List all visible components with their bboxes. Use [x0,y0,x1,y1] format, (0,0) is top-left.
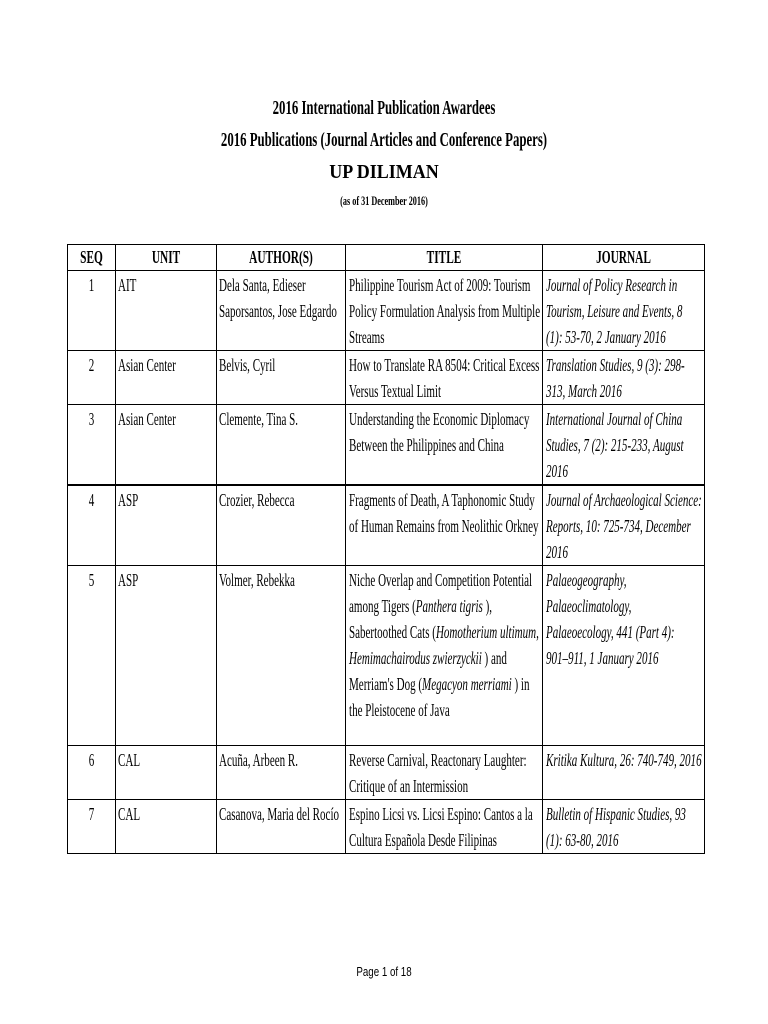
title-line [349,645,507,671]
seq-number: 1 [88,275,95,295]
title-line: Understanding the Economic Diplomacy [349,409,530,429]
journal-line: Tourism, Leisure and Events, 8 [546,301,683,321]
unit-name: ASP [118,570,139,590]
authors-cell [217,566,346,746]
column-header-label: TITLE [426,247,462,267]
unit-name: ASP [118,490,139,510]
authors-cell [217,800,346,854]
journal-line: Journal of Policy Research in [546,275,678,295]
author-name: Clemente, Tina S. [219,409,299,429]
title-line: Streams [349,327,385,347]
seq-cell [68,486,116,566]
table-row [68,566,705,746]
table-row [68,486,705,566]
title-line [349,619,539,645]
text-segment: Sabertoothed Cats ( [349,622,436,642]
unit-name: Asian Center [118,355,176,375]
author-name: Saporsantos, Jose Edgardo [219,301,337,321]
table-row [68,746,705,800]
unit-name: AIT [118,275,137,295]
authors-cell [217,271,346,351]
journal-line: Translation Studies, 9 (3): 298- [546,355,685,375]
column-header-label: AUTHOR(S) [249,247,313,267]
journal-cell [543,746,705,800]
authors-cell [217,486,346,566]
unit-cell [116,271,217,351]
text-segment: ) and [481,648,507,668]
journal-line: Palaeogeography, [546,570,627,590]
title-line: How to Translate RA 8504: Critical Excess [349,355,540,375]
title-line: Versus Textual Limit [349,381,442,401]
publications-table [67,244,705,854]
column-header-label: JOURNAL [596,247,651,267]
authors-cell [217,746,346,800]
unit-cell [116,566,217,746]
author-name: Belvis, Cyril [219,355,276,375]
journal-cell [543,486,705,566]
author-name: Acuña, Arbeen R. [219,750,298,770]
unit-name: Asian Center [118,409,176,429]
title-cell [346,566,543,746]
journal-line: 901–911, 1 January 2016 [546,648,659,668]
author-name: Crozier, Rebecca [219,490,295,510]
title-line: the Pleistocene of Java [349,700,450,720]
journal-cell [543,566,705,746]
journal-cell [543,271,705,351]
seq-number: 6 [88,750,95,770]
journal-line: (1): 63-80, 2016 [546,830,619,850]
unit-cell [116,405,217,486]
unit-cell [116,746,217,800]
seq-number: 4 [88,490,95,510]
text-segment: among Tigers ( [349,596,416,616]
italic-text: Megacyon merriami [422,674,512,694]
journal-line: Journal of Archaeological Science: [546,490,702,510]
title-line: Niche Overlap and Competition Potential [349,570,533,590]
column-header-unit [116,245,217,271]
seq-cell [68,800,116,854]
table-body [68,271,705,854]
title-line [349,671,530,697]
seq-number: 5 [88,570,95,590]
journal-line: Reports, 10: 725-734, December [546,516,691,536]
journal-cell [543,800,705,854]
page-number: Page 1 of 18 [356,964,412,979]
unit-name: CAL [118,750,141,770]
table-header-row [68,245,705,271]
column-header-journal [543,245,705,271]
authors-cell [217,405,346,486]
unit-cell [116,351,217,405]
seq-cell [68,351,116,405]
title-line: of Human Remains from Neolithic Orkney [349,516,539,536]
author-name: Casanova, Maria del Rocío [219,804,340,824]
seq-cell [68,405,116,486]
report-subtitle: 2016 Publications (Journal Articles and Conference Papers) [220,129,548,151]
table-row [68,351,705,405]
title-line: Reverse Carnival, Reactonary Laughter: [349,750,527,770]
italic-text: Hemimachairodus zwierzyckii [349,648,482,668]
title-line: Espino Licsi vs. Licsi Espino: Cantos a la [349,804,533,824]
column-header-label: SEQ [80,247,103,267]
journal-cell [543,351,705,405]
title-line: Fragments of Death, A Taphonomic Study [349,490,535,510]
italic-text: Homotherium ultimum, [435,622,539,642]
journal-line: Kritika Kultura, 26: 740-749, 2016 [546,750,702,770]
title-line [349,593,493,619]
journal-line: 313, March 2016 [546,381,622,401]
author-name: Dela Santa, Edieser [219,275,306,295]
title-line: Policy Formulation Analysis from Multiple [349,301,541,321]
title-line: Philippine Tourism Act of 2009: Tourism [349,275,531,295]
seq-number: 7 [88,804,95,824]
report-title: 2016 International Publication Awardees [272,97,496,119]
table-row [68,405,705,486]
unit-cell [116,800,217,854]
journal-line: Palaeoecology, 441 (Part 4): [546,622,675,642]
title-cell [346,351,543,405]
text-segment: ), [482,596,493,616]
journal-line: 2016 [546,461,569,481]
title-line: Critique of an Intermission [349,776,469,796]
as-of-date: (as of 31 December 2016) [340,193,428,208]
journal-line: International Journal of China [546,409,683,429]
authors-cell [217,351,346,405]
journal-line: 2016 [546,542,569,562]
title-cell [346,405,543,486]
text-segment: Merriam's Dog ( [349,674,423,694]
table-row [68,271,705,351]
seq-cell [68,746,116,800]
journal-line: Palaeoclimatology, [546,596,632,616]
table-row [68,800,705,854]
title-cell [346,271,543,351]
journal-line: Bulletin of Hispanic Studies, 93 [546,804,686,824]
title-cell [346,800,543,854]
column-header-seq [68,245,116,271]
unit-cell [116,486,217,566]
title-line: Between the Philippines and China [349,435,504,455]
author-name: Volmer, Rebekka [219,570,295,590]
journal-cell [543,405,705,486]
journal-line: Studies, 7 (2): 215-233, August [546,435,684,455]
title-line: Cultura Española Desde Filipinas [349,830,497,850]
seq-cell [68,271,116,351]
column-header-title [346,245,543,271]
text-segment: ) in [511,674,530,694]
campus-name: UP DILIMAN [329,161,439,183]
table-header [68,245,705,271]
title-cell [346,486,543,566]
unit-name: CAL [118,804,141,824]
seq-number: 3 [88,409,95,429]
column-header-label: UNIT [151,247,181,267]
italic-text: Panthera tigris [415,596,483,616]
title-cell [346,746,543,800]
seq-number: 2 [88,355,95,375]
seq-cell [68,566,116,746]
journal-line: (1): 53-70, 2 January 2016 [546,327,666,347]
column-header-authors [217,245,346,271]
